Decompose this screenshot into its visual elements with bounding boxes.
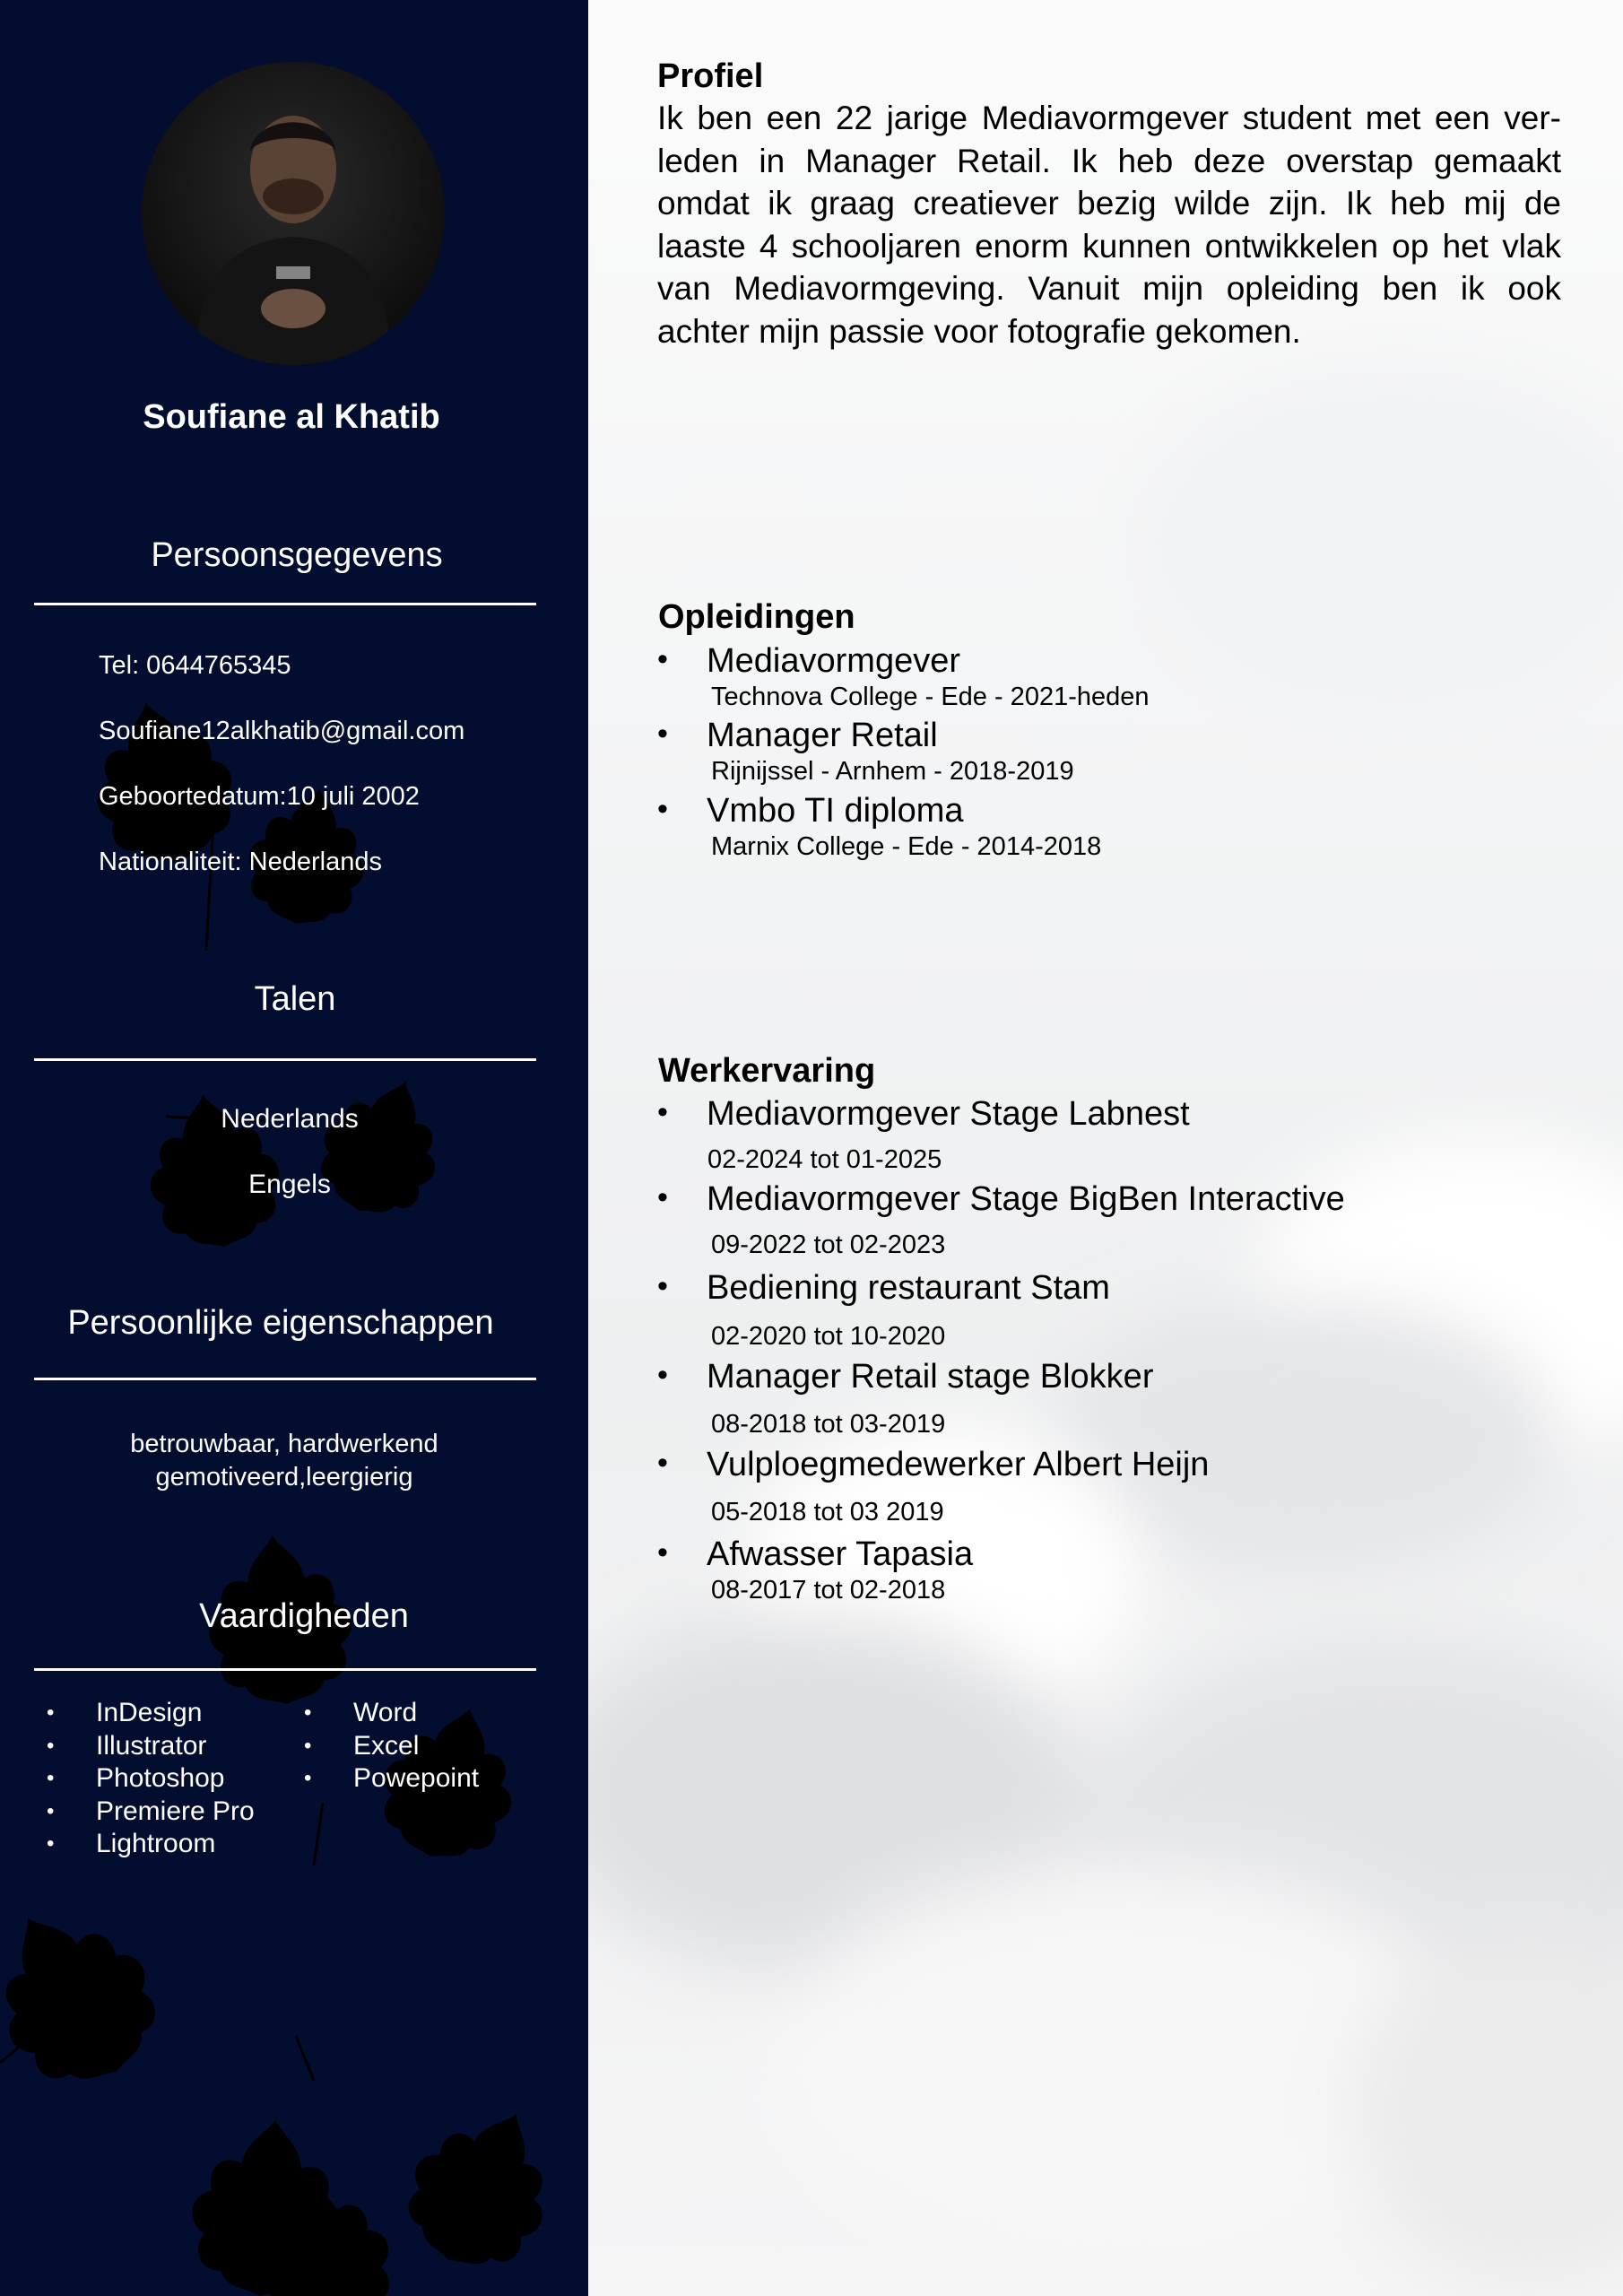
skills-list-left xyxy=(47,1697,255,1861)
bullet-icon: • xyxy=(657,1535,668,1570)
profile-text: Ik ben een 22 jarige Mediavormgever student met een ver-leden in Manager Retail. Ik heb deze overstap gemaakt omdat ik graag creatiever bezig wilde zijn. Ik heb mij de laaste 4 schooljaren enorm kunnen ontwikkelen op het vlak van Mediavormgeving. Vanuit mijn opleiding ben ik ook achter mijn passie voor fotografie gekomen. xyxy=(657,100,1561,350)
language-item: Nederlands xyxy=(221,1104,359,1134)
profile-heading: Profiel xyxy=(657,57,764,95)
language-item: Engels xyxy=(248,1170,331,1199)
skills-heading: Vaardigheden xyxy=(199,1597,409,1635)
skill-item: • Photoshop xyxy=(47,1762,255,1796)
skill-item: • Word xyxy=(304,1697,479,1730)
experience-period: 02-2024 tot 01-2025 xyxy=(707,1145,942,1174)
experience-title: Manager Retail stage Blokker xyxy=(707,1358,1154,1396)
experience-title: Vulploegmedewerker Albert Heijn xyxy=(707,1446,1210,1483)
skill-item: • Illustrator xyxy=(47,1730,255,1763)
traits-heading: Persoonlijke eigenschappen xyxy=(67,1304,494,1342)
experience-period: 02-2020 tot 10-2020 xyxy=(711,1322,946,1351)
experience-heading: Werkervaring xyxy=(658,1052,876,1090)
languages-heading: Talen xyxy=(254,980,336,1018)
skill-item: • Excel xyxy=(304,1730,479,1763)
traits-line: betrouwbaar, hardwerkend xyxy=(130,1430,438,1458)
skill-item: • Powepoint xyxy=(304,1762,479,1796)
bullet-icon: • xyxy=(657,1180,668,1214)
bullet-icon: • xyxy=(657,792,668,826)
skill-item: • Lightroom xyxy=(47,1828,255,1861)
experience-title: Mediavormgever Stage BigBen Interactive xyxy=(707,1180,1345,1218)
sidebar xyxy=(0,0,588,2296)
email-address: Soufiane12alkhatib@gmail.com xyxy=(99,717,465,745)
experience-title: Mediavormgever Stage Labnest xyxy=(707,1095,1190,1133)
bullet-icon: • xyxy=(657,717,668,751)
nationality: Nationaliteit: Nederlands xyxy=(99,848,382,876)
experience-period: 09-2022 tot 02-2023 xyxy=(711,1231,946,1259)
experience-title: Bediening restaurant Stam xyxy=(707,1269,1110,1307)
education-title: Vmbo TI diploma xyxy=(707,792,964,830)
skills-list-right xyxy=(304,1697,479,1796)
bullet-icon: • xyxy=(657,1358,668,1392)
birth-date: Geboortedatum:10 juli 2002 xyxy=(99,782,420,811)
education-details: Marnix College - Ede - 2014-2018 xyxy=(711,832,1102,861)
bullet-icon: • xyxy=(657,1095,668,1129)
education-title: Mediavormgever xyxy=(707,642,960,680)
divider xyxy=(34,1058,536,1061)
divider xyxy=(34,1668,536,1671)
traits-line: gemotiveerd,leergierig xyxy=(155,1463,413,1492)
bullet-icon: • xyxy=(657,1269,668,1303)
experience-title: Afwasser Tapasia xyxy=(707,1535,974,1573)
experience-period: 08-2017 tot 02-2018 xyxy=(711,1576,946,1605)
experience-period: 05-2018 tot 03 2019 xyxy=(711,1498,944,1526)
education-title: Manager Retail xyxy=(707,717,938,754)
divider xyxy=(34,1378,536,1380)
personal-details-heading: Persoonsgegevens xyxy=(151,536,443,574)
skill-item: • Premiere Pro xyxy=(47,1796,255,1829)
bullet-icon: • xyxy=(657,1446,668,1480)
skill-item: • InDesign xyxy=(47,1697,255,1730)
profile-photo xyxy=(142,62,445,365)
traits-text xyxy=(0,1428,568,1494)
person-name: Soufiane al Khatib xyxy=(143,398,440,436)
bullet-icon: • xyxy=(657,642,668,676)
education-details: Rijnijssel - Arnhem - 2018-2019 xyxy=(711,757,1074,786)
phone-number: Tel: 0644765345 xyxy=(99,651,291,680)
main-content xyxy=(588,0,1623,2296)
education-heading: Opleidingen xyxy=(658,598,855,636)
education-details: Technova College - Ede - 2021-heden xyxy=(711,683,1150,711)
experience-period: 08-2018 tot 03-2019 xyxy=(711,1410,946,1439)
portrait-photo-icon xyxy=(142,62,445,365)
divider xyxy=(34,603,536,605)
